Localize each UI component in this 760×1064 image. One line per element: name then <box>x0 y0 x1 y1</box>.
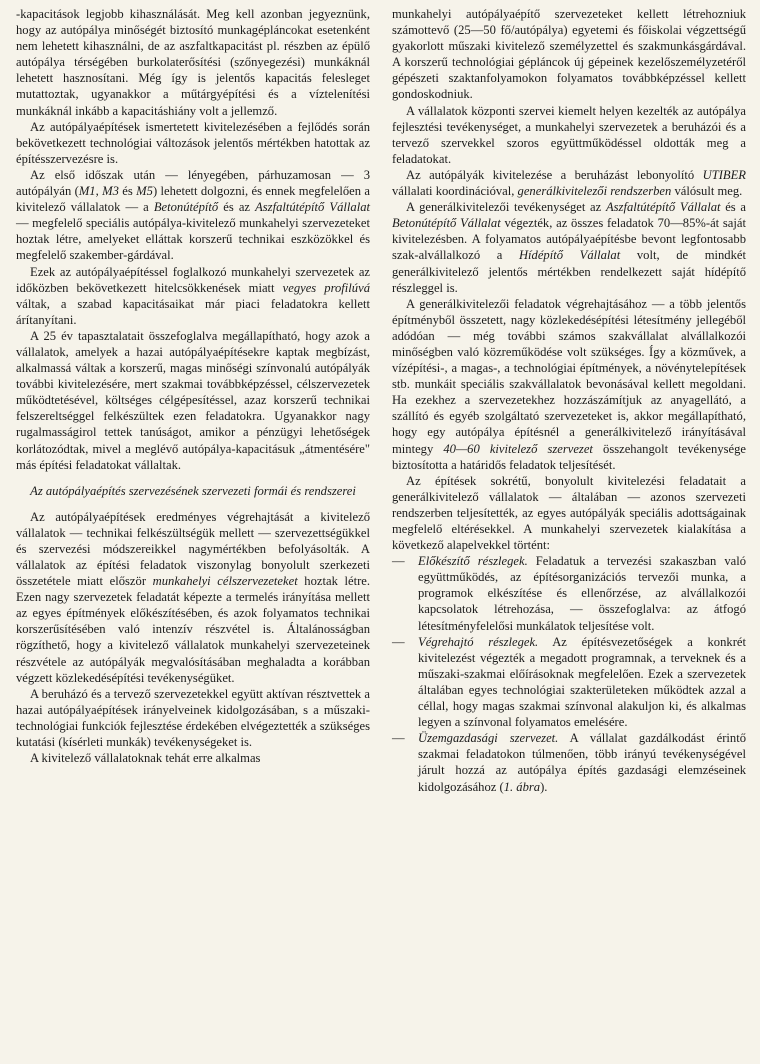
paragraph: Az autópályaépítések ismertetett kivitelezésében a fejlődés során bekövetkezett technológiai változások jelentős mértékben hatottak az építésszervezésre is. <box>16 119 370 166</box>
section-heading: Az autópályaépítés szervezésének szervezeti formái és rendszerei <box>30 483 356 498</box>
paragraph: Az első időszak után — lényegében, párhuzamosan — 3 autópályán (M1, M3 és M5) lehetett dolgozni, és ennek megfelelően a kivitelező vállalatok — a Betonútépítő és az Aszfaltútépítő Vállalat — megfelelő speciális autópálya-kivitelező munkahelyi szervezeteket hoztak létre, amelyeket elláttak korszerű technikai eszközökkel és megfelelő szakember-gárdával. <box>16 167 370 263</box>
paragraph: A generálkivitelezői feladatok végrehajtásához — a több jelentős építményből összetett, nagy közlekedésépítési létesítmény jellegéből adódóan — még további számos szakvállalat alvállalkozói minőségben való közreműködése volt szükséges. Így a közművek, a vízépítési-, a magas-, a technológiai építmények, a növénytelepítések stb. munkáit speciális szakvállalatok bevonásával kellett megoldani. Ha ezekhez a szervezetekhez hozzászámítjuk az anyagellátó, a szállító és egyéb szolgáltató szervezeteket is, akkor megállapítható, hogy egy autópálya építésnél a generálkivitelező irányításával mintegy 40—60 kivitelező szervezet összehangolt tevékenysége biztosította a határidős feladatok teljesítését. <box>392 296 746 472</box>
paragraph: Az autópályák kivitelezése a beruházást lebonyolító UTIBER vállalati koordinációval, generálkivitelezői rendszerben válósult meg. <box>392 167 746 199</box>
principles-list <box>392 553 746 794</box>
paragraph: A beruházó és a tervező szervezetekkel együtt aktívan résztvettek a hazai autópályaépítések irányelveinek kidolgozásában, s a műszaki-technológiai funkciók fejlesztése érdekében elvégeztették a szükséges kutatási (kísérleti munkák) tevékenységeket is. <box>16 686 370 750</box>
list-item: — Végrehajtó részlegek. Az építésvezetőségek a konkrét kivitelezést végezték a megadott programnak, a terveknek és a műszaki-szakmai előírásoknak megfelelően. Ezek a szervezetek általában egyes technológiai szakterületeken működtek azzal a céllal, hogy magas szakmai színvonal alakuljon ki, és alkalmas legyen a színvonal folyamatos emelésére. <box>392 634 746 730</box>
list-item: — Üzemgazdasági szervezet. A vállalat gazdálkodást érintő szakmai feladatokon túlmenően, több irányú tevékenységével járult hozzá az autópálya építés gazdasági elemzéseinek kidolgozásához (1. ábra). <box>392 731 746 794</box>
paragraph: -kapacitások legjobb kihasználását. Meg kell azonban jegyeznünk, hogy az autópálya minőségét biztosító munkagépláncokat esetenként nem lehetett kihasználni, de az aszfaltkapacitást pl. részben az épülő autópálya térségében burkolaterősítési (szőnyegezési) munkáknál lehetett hasznosítani. Még így is jelentős kapacitás felesleget mutattoztak, ugyanakkor a műtárgyépítési és a víztelenítési munkáknál inkább a kapacitáshiány volt a jellemző. <box>16 7 370 118</box>
paragraph: A vállalatok központi szervei kiemelt helyen kezelték az autópálya fejlesztési tevékenységet, a munkahelyi szervezetek a beruházói és a tervező szervekkel szoros együttműködéssel oldották meg a feladatokat. <box>392 103 746 166</box>
paragraph: Az autópályaépítések eredményes végrehajtását a kivitelező vállalatok — technikai felkészültségük mellett — szervezettségükkel és szervezési módszereikkel nagymértékben befolyásolták. A vállalatok az építési feladatok viszonylag bonyolult szerkezeti összetétele miatt először munkahelyi célszervezeteket hoztak létre. Ezen nagy szervezetek feladatát képezte a termelés irányítása mellett az egyes építmények előkészítésében, és azok folyamatos technikai korszerűsítésében való intenzív részvétel is. Általánosságban rögzíthető, hogy a kivitelező vállalatok munkahelyi szervezeteinek részvétele az autópályák megvalósításában meghaladta a korábban végzett közlekedésépítési tevékenységüket. <box>16 509 371 685</box>
paragraph: A kivitelező vállalatoknak tehát erre alkalmas <box>30 751 261 766</box>
paragraph: Az építések sokrétű, bonyolult kivitelezési feladatait a generálkivitelező vállalatok — általában — azonos szervezeti rendszerben teljesítették, az egyes autópályák speciális adottságainak megfelelő eltérésekkel. A munkahelyi szervezetek kialakítása a következő alapelvekkel történt: <box>392 473 746 553</box>
paragraph: A 25 év tapasztalatait összefoglalva megállapítható, hogy azok a vállalatok, amelyek a hazai autópályaépítésekre kaptak megbízást, alkalmassá váltak a korszerű, magas minőségi színvonalú autópályák további kivitelezésére, mert szakmai továbbképzéssel, célszervezetek működtetésével, költséges célgépesítéssel, azaz korszerű technikai felszereltséggel felkészültek ezen feladatokra. Ugyanakkor nagy rugalmasságirol tettek tanúságot, amikor a pénzügyi lehetőségek korlátozódtak, mivel a meglévő autópálya-kapacitásuk „átmentésére" más építési feladatokat vállaltak. <box>16 328 370 472</box>
figure-reference: 1. ábra <box>503 779 541 794</box>
left-column <box>16 6 370 1064</box>
paragraph: A generálkivitelezői tevékenységet az Aszfaltútépítő Vállalat és a Betonútépítő Vállalat végezték, az összes feladatok 70—85%-át saját kivitelezésben. A folyamatos autópályaépítésbe bevont legfontosabb szak-alvállalkozó a Hídépítő Vállalat volt, de mindkét generálkivitelező jelentős mértékben rendelkezett saját hídépítő részleggel is. <box>392 200 747 295</box>
list-item: — Előkészítő részlegek. Feladatuk a tervezési szakaszban való együttműködés, az építésorganizációs tervezői munka, a programok elkészítése és ellenőrzése, az alvállalkozói kapcsolatok létrehozása, — összefoglalva: az átfogó létesítményfelelősi munkálatok teljesítése volt. <box>392 554 746 633</box>
right-column <box>392 6 746 1064</box>
paragraph: Ezek az autópályaépítéssel foglalkozó munkahelyi szervezetek az időközben bekövetkezett hitelcsökkenések miatt vegyes profilúvá váltak, a szabad kapacitásaikat már piaci feladatokra kellett árítanyítani. <box>16 264 370 327</box>
paragraph: munkahelyi autópályaépítő szervezeteket kellett létrehozniuk számottevő (25—50 fő/autópálya) egyetemi és főiskolai végzettségű gyakorlott műszaki kivitelező személyzettel és szakmunkásgárdával. A korszerű technológiai gépláncok új gépeinek kezelőszemélyzetéről gépészeti szaktanfolyamokon folyamatos továbbképzéssel kellett gondoskodniuk. <box>392 7 746 102</box>
